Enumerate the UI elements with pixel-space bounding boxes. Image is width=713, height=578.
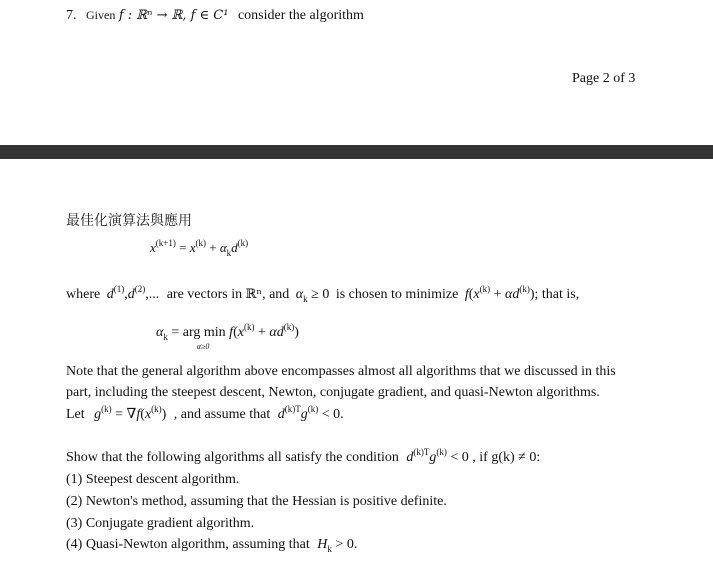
section-title: 最佳化演算法與應用 [66, 213, 192, 229]
note-line-3: Let $g^{(k)} = \nabla f(x^{(k)})$ , and assume that $d^{(k)T}g^{(k)} < 0$. [66, 404, 344, 422]
page-break-bar [0, 145, 713, 159]
given-word: Given [86, 8, 116, 22]
page-footer [572, 71, 635, 87]
page-of: of [613, 71, 625, 86]
list-item: (4) Quasi-Newton algorithm, assuming that $H_k > 0$. [66, 537, 358, 554]
show-line: Show that the following algorithms all satisfy the condition $d^{(k)T}g^{(k)} < 0$ , if g(k) ≠ 0: [66, 447, 541, 465]
note-line-2: part, including the steepest descent, Newton, conjugate gradient, and quasi-Newton algorithms. [66, 385, 600, 400]
problem-header [66, 8, 364, 24]
list-item: (2) Newton's method, assuming that the Hessian is positive definite. [66, 494, 447, 509]
problem-number: 7. [66, 8, 77, 23]
page-total: 3 [628, 71, 636, 86]
update-rule: $x^{(k+1)} = x^{(k)} + \alpha_kd^{(k)}$ [150, 238, 249, 258]
list-item: (3) Conjugate gradient algorithm. [66, 516, 255, 531]
problem-tail: consider the algorithm [237, 8, 364, 23]
note-line-1: Note that the general algorithm above encompasses almost all algorithms that we discussed in this [66, 364, 616, 379]
page-current: 2 [602, 71, 610, 86]
list-item: (1) Steepest descent algorithm. [66, 472, 240, 487]
page-label: Page [572, 71, 600, 86]
argmin-line: $\alpha_k$ = arg min α≥0 $f(x^{(k)} + \alpha d^{(k)})$ [156, 322, 299, 351]
where-line: where $d^{(1)},d^{(2)}$,... are vectors in ℝⁿ, and $\alpha_k \ge 0$ is chosen to minimize $f(x^{(k)} + \alpha d^{(k)})$; that is, [66, 284, 580, 304]
given-math: f : ℝⁿ → ℝ, f ∈ C¹ [118, 8, 229, 23]
